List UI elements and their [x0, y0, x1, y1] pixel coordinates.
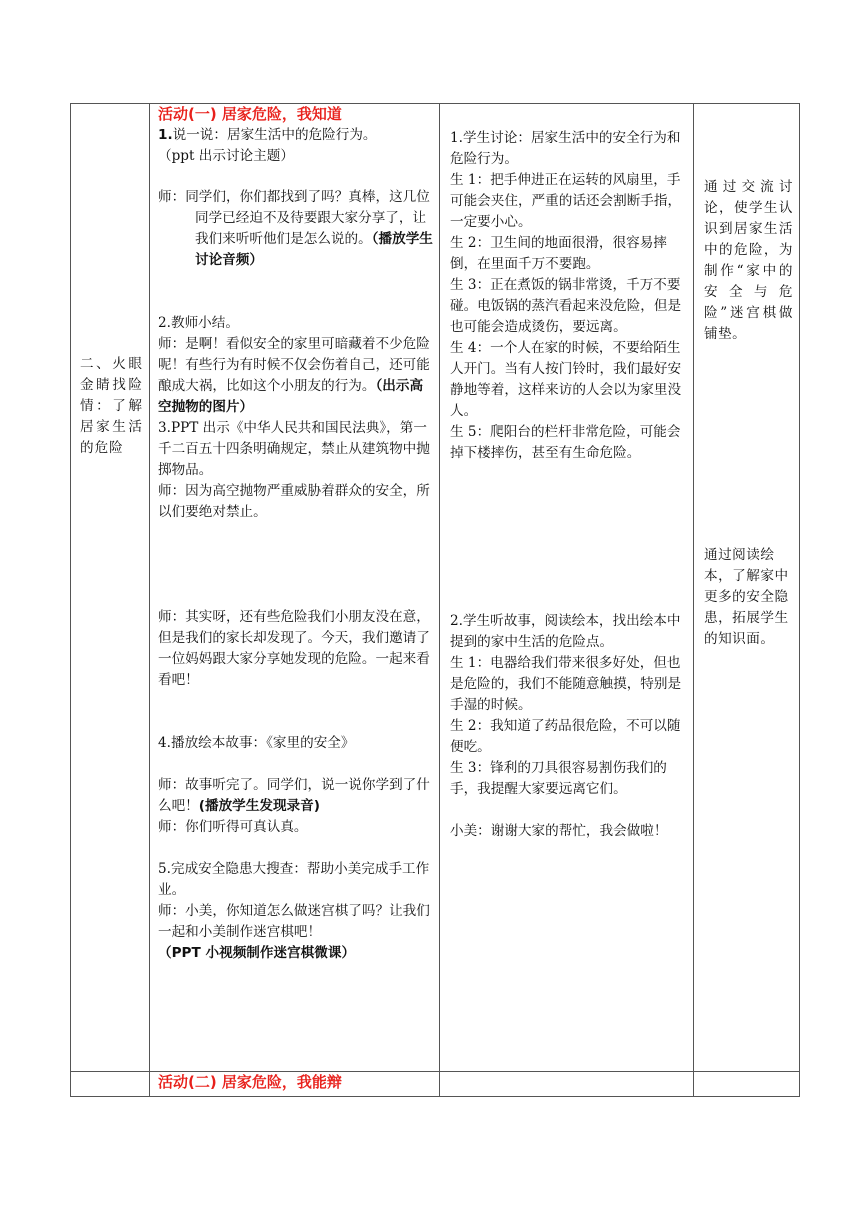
student-line-4: 生 4：一个人在家的时候，不要给陌生人开门。当有人按门铃时，我们最好安静地等着，这样来访的人会以为家里没人。 — [450, 340, 682, 419]
teacher-activity-cell — [150, 104, 440, 1072]
teacher-line-6: 师：你们听得可真认真。 — [158, 819, 308, 835]
lesson-table — [70, 103, 800, 1097]
activity1-title: 活动(一) 居家危险，我知道 — [158, 105, 342, 123]
student-intro-2: 2.学生听故事，阅读绘本，找出绘本中提到的家中生活的危险点。 — [450, 613, 681, 650]
teacher-line-2 — [158, 334, 433, 418]
teacher-line-5 — [158, 775, 433, 817]
item1-num: 1. — [158, 127, 173, 143]
teacher-line-3: 师：因为高空抛物严重威胁着群众的安全，所以们要绝对禁止。 — [158, 483, 430, 520]
item5: 5.完成安全隐患大搜查：帮助小美完成手工作业。 — [158, 861, 430, 898]
table-row — [71, 104, 800, 1072]
student-intro-1: 1.学生讨论：居家生活中的安全行为和危险行为。 — [450, 130, 681, 167]
teacher-line-5-bold: (播放学生发现录音) — [198, 798, 320, 814]
teacher-line-2-bold: （出示高空抛物的图片） — [158, 378, 424, 415]
story-line-3: 生 3：锋利的刀具很容易割伤我们的手，我提醒大家要远离它们。 — [450, 760, 667, 797]
teacher-line-5-text: 师：故事听完了。同学们，说一说你学到了什么吧！ — [158, 777, 430, 814]
item1 — [158, 125, 433, 146]
teacher-line-1-text: 同学们，你们都找到了吗？真棒，这几位同学已经迫不及待要跟大家分享了，让我们来听听他们是怎么说的。 — [185, 189, 430, 247]
table-row — [71, 1072, 800, 1097]
teacher-line-1 — [158, 187, 433, 271]
story-line-2: 生 2：我知道了药品很危险，不可以随便吃。 — [450, 718, 681, 755]
empty-cell — [694, 1072, 800, 1097]
section-cell — [71, 104, 150, 1072]
student-activity-cell — [440, 104, 694, 1072]
student-line-2: 生 2：卫生间的地面很滑，很容易摔倒，在里面千万不要跑。 — [450, 235, 667, 272]
xiaomei-line: 小美：谢谢大家的帮忙，我会做啦！ — [450, 823, 668, 839]
teacher-line-7: 师：小美，你知道怎么做迷宫棋了吗？让我们一起和小美制作迷宫棋吧！ — [158, 903, 430, 940]
teacher-line-2-text: 师：是啊！看似安全的家里可暗藏着不少危险呢！有些行为有时候不仅会伤着自己，还可能酿成大祸，比如这个小朋友的行为。 — [158, 336, 430, 394]
empty-cell — [71, 1072, 150, 1097]
item3: 3.PPT 出示《中华人民共和国民法典》，第一千二百五十四条明确规定，禁止从建筑物中抛掷物品。 — [158, 420, 430, 478]
intent-2: 通过阅读绘本，了解家中更多的安全隐患，拓展学生的知识面。 — [704, 547, 789, 647]
item2: 2.教师小结。 — [158, 315, 239, 331]
student-line-5: 生 5：爬阳台的栏杆非常危险，可能会掉下楼摔伤，甚至有生命危险。 — [450, 424, 681, 461]
activity2-title: 活动(二) 居家危险，我能辩 — [158, 1073, 342, 1091]
story-line-1: 生 1：电器给我们带来很多好处，但也是危险的，我们不能随意触摸，特别是手湿的时候。 — [450, 655, 682, 713]
student-line-3: 生 3：正在煮饭的锅非常烫，千万不要碰。电饭锅的蒸汽看起来没危险，但是也可能会造成烫伤，要远离。 — [450, 277, 682, 335]
item4: 4.播放绘本故事：《家里的安全》 — [158, 735, 355, 751]
item1-note: （ppt 出示讨论主题） — [158, 148, 294, 164]
section-label: 二、火眼金睛找险情：了解居家生活的危险 — [80, 356, 143, 456]
item1-text: 说一说：居家生活中的危险行为。 — [172, 127, 377, 143]
teacher-line-7-bold: （PPT 小视频制作迷宫棋微课） — [158, 945, 356, 961]
teacher-prefix: 师： — [158, 189, 186, 205]
student-line-1: 生 1：把手伸进正在运转的风扇里，手可能会夹住，严重的话还会割断手指，一定要小心。 — [450, 172, 682, 230]
activity2-cell — [150, 1072, 440, 1097]
teacher-line-4: 师：其实呀，还有些危险我们小朋友没在意，但是我们的家长却发现了。今天，我们邀请了一位妈妈跟大家分享她发现的危险。一起来看看吧！ — [158, 609, 430, 688]
design-intent-cell — [694, 104, 800, 1072]
teacher-line-1-bold: （播放学生讨论音频） — [195, 231, 433, 268]
empty-cell — [440, 1072, 694, 1097]
intent-1: 通过交流讨论，使学生认识到居家生活中的危险，为制作“家中的安全与危险”迷宫棋做铺垫。 — [704, 179, 793, 342]
